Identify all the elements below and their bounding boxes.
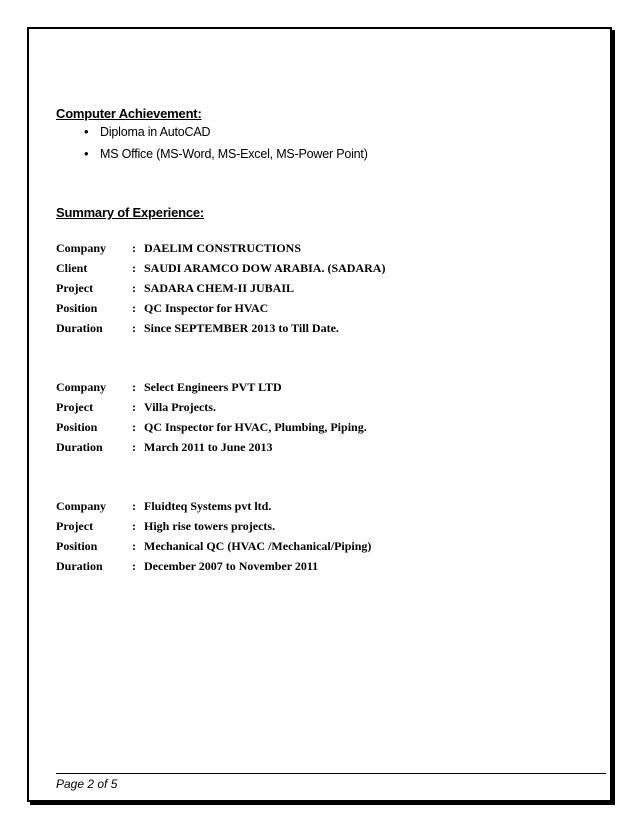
exp-row-duration: Duration : Since SEPTEMBER 2013 to Till Date. [56,321,339,335]
exp-row-position: Position : QC Inspector for HVAC, Plumbing, Piping. [56,420,367,434]
exp-row-position: Position : QC Inspector for HVAC [56,301,269,315]
exp-row-client: Client : SAUDI ARAMCO DOW ARABIA. (SADARA) [56,261,386,275]
exp-row-company: Company : Fluidteq Systems pvt ltd. [56,499,272,513]
exp-row-company: Company : Select Engineers PVT LTD [56,380,282,394]
experience-entry-2 [56,377,367,457]
experience-entry-3 [56,496,371,576]
exp-row-duration: Duration : March 2011 to June 2013 [56,440,273,454]
footer-divider [56,773,606,774]
computer-achievement-heading: Computer Achievement: [56,106,202,121]
list-item: • Diploma in AutoCAD [86,121,368,143]
computer-achievement-list [86,121,368,165]
experience-entry-1 [56,238,385,338]
exp-row-project: Project : High rise towers projects. [56,519,276,533]
exp-row-company: Company : DAELIM CONSTRUCTIONS [56,241,302,255]
exp-row-project: Project : Villa Projects. [56,400,216,414]
exp-row-position: Position : Mechanical QC (HVAC /Mechanical/Piping) [56,539,372,553]
summary-heading: Summary of Experience: [56,205,205,220]
exp-row-duration: Duration : December 2007 to November 2011 [56,559,319,573]
exp-row-project: Project : SADARA CHEM-II JUBAIL [56,281,295,295]
page-number: Page 2 of 5 [56,777,118,791]
list-item: • MS Office (MS-Word, MS-Excel, MS-Power Point) [86,143,368,165]
